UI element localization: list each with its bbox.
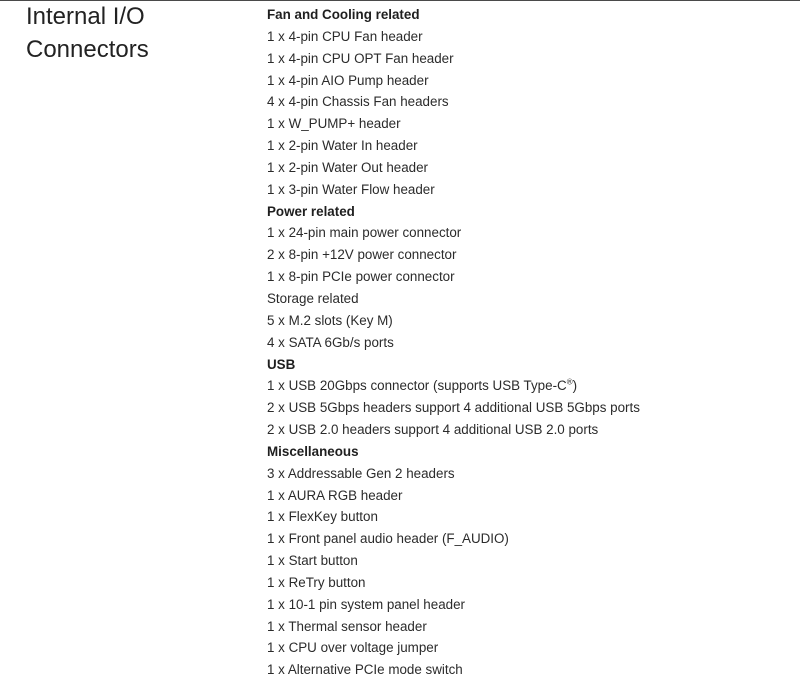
spec-item: 1 x 4-pin AIO Pump header [267, 72, 429, 88]
spec-list [267, 4, 787, 681]
section-title-line-1: Internal I/O [26, 3, 145, 30]
spec-item: 1 x Alternative PCIe mode switch [267, 662, 463, 678]
spec-item: 1 x CPU over voltage jumper [267, 640, 439, 656]
spec-item: 3 x Addressable Gen 2 headers [267, 465, 455, 481]
spec-item: 1 x Front panel audio header (F_AUDIO) [267, 531, 509, 547]
registered-mark: ® [566, 377, 573, 387]
spec-item: 2 x USB 2.0 headers support 4 additional USB 2.0 ports [267, 422, 599, 438]
spec-item: 5 x M.2 slots (Key M) [267, 312, 393, 328]
spec-item: 1 x Start button [267, 553, 358, 569]
spec-item: 1 x 2-pin Water In header [267, 138, 418, 154]
spec-item: 1 x FlexKey button [267, 509, 378, 525]
spec-item: 1 x USB 20Gbps connector (supports USB Type-C®) [267, 377, 578, 394]
spec-item: 1 x 10-1 pin system panel header [267, 596, 466, 612]
spec-item: 1 x ReTry button [267, 574, 366, 590]
spec-item: 1 x 2-pin Water Out header [267, 159, 429, 175]
spec-group-heading: Miscellaneous [267, 443, 359, 459]
spec-item: 1 x 24-pin main power connector [267, 225, 462, 241]
spec-group-heading: Power related [267, 203, 355, 219]
spec-item: 1 x 4-pin CPU Fan header [267, 28, 423, 44]
spec-item: 4 x SATA 6Gb/s ports [267, 334, 394, 350]
spec-group-heading: Fan and Cooling related [267, 7, 420, 22]
spec-group-heading: Storage related [267, 290, 359, 306]
spec-item: 1 x 3-pin Water Flow header [267, 181, 435, 197]
spec-item: 2 x 8-pin +12V power connector [267, 247, 457, 263]
spec-item: 1 x Thermal sensor header [267, 618, 427, 634]
spec-group-heading: USB [267, 356, 296, 372]
spec-item: 2 x USB 5Gbps headers support 4 additional USB 5Gbps ports [267, 400, 640, 416]
spec-item: 1 x 8-pin PCIe power connector [267, 269, 455, 285]
spec-item: 1 x AURA RGB header [267, 487, 403, 503]
section-title [26, 0, 226, 66]
spec-item: 4 x 4-pin Chassis Fan headers [267, 94, 449, 110]
spec-item: 1 x W_PUMP+ header [267, 116, 401, 132]
section-title-line-2: Connectors [26, 36, 149, 63]
spec-item: 1 x 4-pin CPU OPT Fan header [267, 50, 454, 66]
